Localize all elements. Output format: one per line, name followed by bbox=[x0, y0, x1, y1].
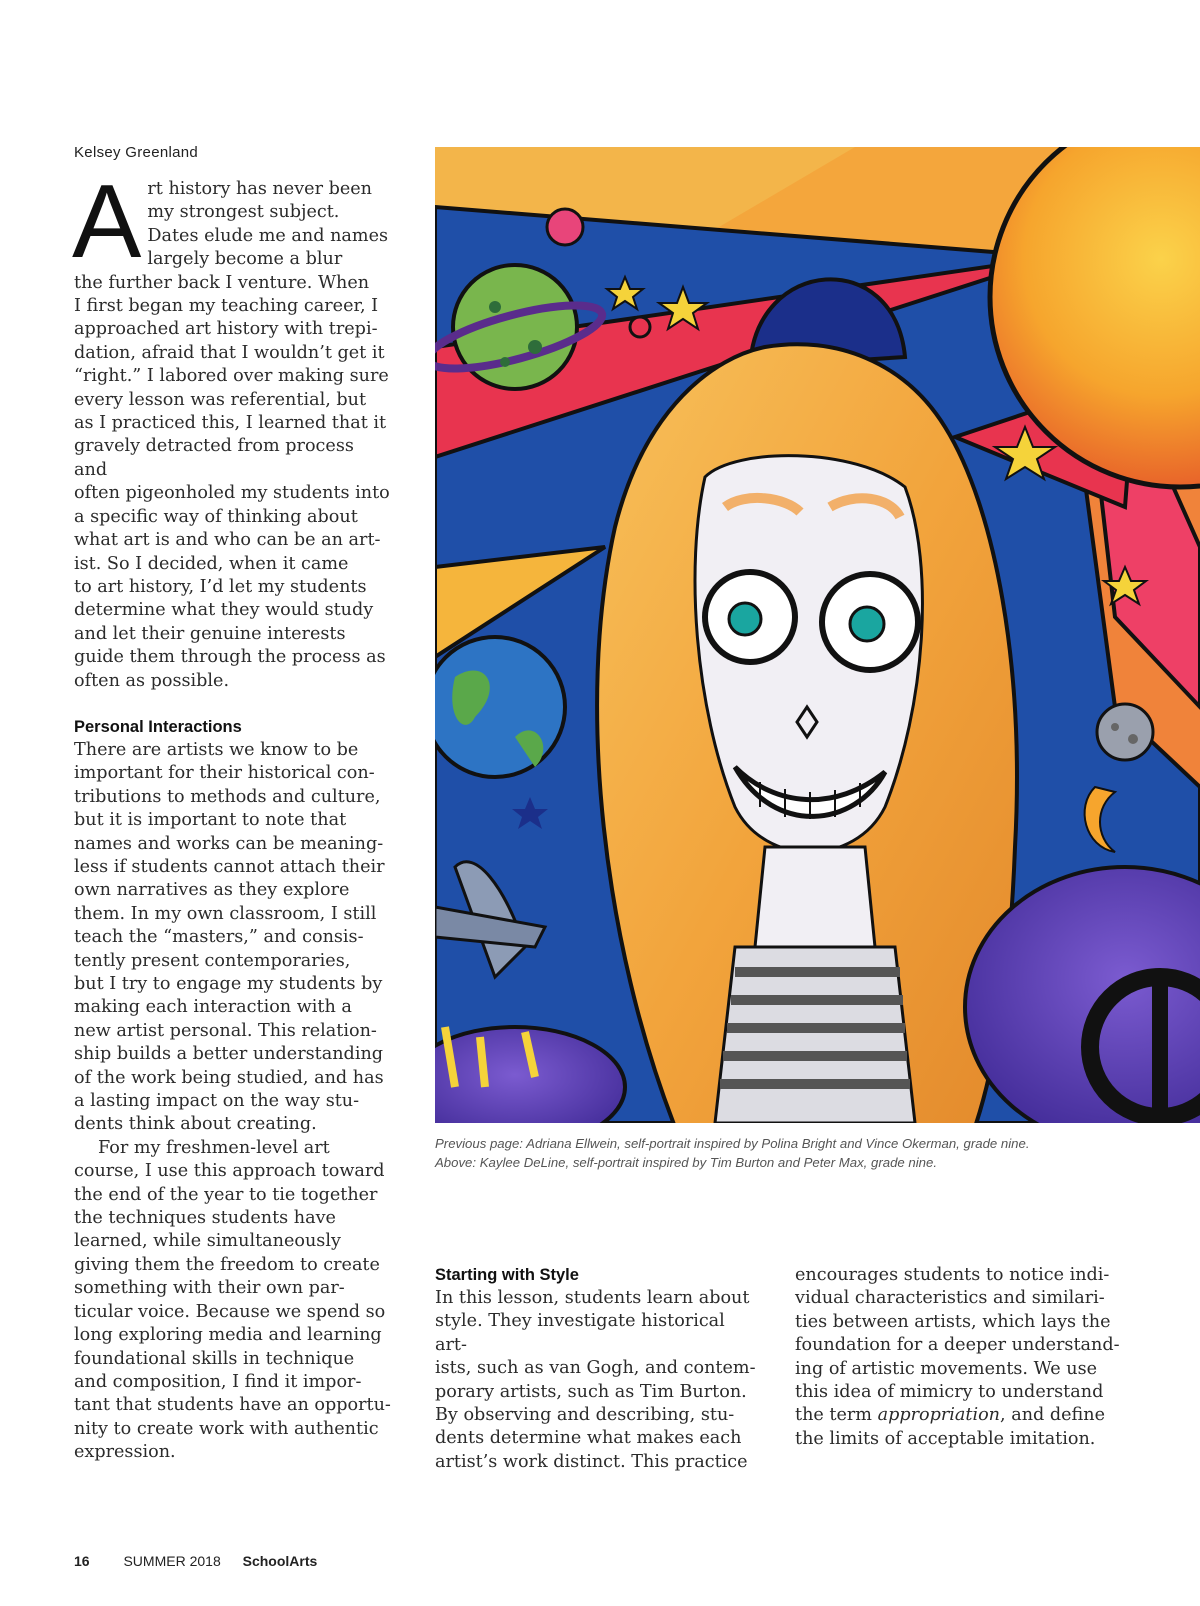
text-line: of the work being studied, and has bbox=[74, 1067, 384, 1088]
text-line: largely become a blur bbox=[147, 249, 343, 270]
text-line: new artist personal. This relation- bbox=[74, 1020, 377, 1041]
text-line: a lasting impact on the way stu- bbox=[74, 1091, 360, 1112]
text-line: often pigeonholed my students into bbox=[74, 483, 390, 504]
text-line: By observing and describing, stu- bbox=[435, 1405, 735, 1426]
text-line: encourages students to notice indi- bbox=[795, 1265, 1110, 1285]
text-line: gravely detracted from process and bbox=[74, 436, 354, 480]
caption-line: Previous page: Adriana Ellwein, self-portrait inspired by Polina Bright and Vince Okerman, grade nine. bbox=[435, 1136, 1030, 1151]
text-line: For my freshmen-level art bbox=[98, 1137, 330, 1158]
text-line: teach the “masters,” and consis- bbox=[74, 927, 364, 948]
text-line: a specific way of thinking about bbox=[74, 506, 358, 527]
text-line: vidual characteristics and similari- bbox=[795, 1288, 1105, 1309]
text-line: and let their genuine interests bbox=[74, 623, 346, 644]
text-line: this idea of mimicry to understand bbox=[795, 1382, 1104, 1403]
text-line: ties between artists, which lays the bbox=[795, 1311, 1111, 1332]
text-line: long exploring media and learning bbox=[74, 1325, 382, 1346]
section-heading-personal: Personal Interactions bbox=[74, 717, 242, 736]
text-fragment: , and define bbox=[1000, 1405, 1106, 1426]
text-line: to art history, I’d let my students bbox=[74, 576, 367, 597]
text-line: nity to create work with authentic bbox=[74, 1418, 379, 1439]
text-line: ing of artistic movements. We use bbox=[795, 1358, 1098, 1379]
text-line: ship builds a better understanding bbox=[74, 1044, 384, 1065]
text-fragment: the term bbox=[795, 1405, 878, 1426]
text-line: dents think about creating. bbox=[74, 1114, 317, 1135]
text-line: tributions to methods and culture, bbox=[74, 786, 381, 807]
text-line: the limits of acceptable imitation. bbox=[795, 1428, 1096, 1449]
text-line: my strongest subject. bbox=[147, 202, 340, 223]
text-line: names and works can be meaning- bbox=[74, 833, 384, 854]
text-line: ist. So I decided, when it came bbox=[74, 553, 349, 574]
text-line: something with their own par- bbox=[74, 1278, 345, 1299]
image-caption bbox=[435, 1134, 1155, 1172]
style-paragraph bbox=[435, 1287, 757, 1474]
text-line: dents determine what makes each bbox=[435, 1428, 742, 1449]
page-footer bbox=[74, 1553, 317, 1569]
text-line: giving them the freedom to create bbox=[74, 1254, 380, 1275]
text-line: I first began my teaching career, I bbox=[74, 296, 379, 317]
text-line: foundational skills in technique bbox=[74, 1348, 355, 1369]
text-line: determine what they would study bbox=[74, 600, 374, 621]
text-line: what art is and who can be an art- bbox=[74, 530, 381, 551]
text-line: but it is important to note that bbox=[74, 810, 347, 831]
issue-label: SUMMER 2018 bbox=[123, 1553, 221, 1569]
article-column-middle bbox=[435, 1264, 757, 1474]
text-line: often as possible. bbox=[74, 670, 230, 691]
student-artwork-image bbox=[435, 147, 1200, 1123]
text-line: expression. bbox=[74, 1442, 176, 1463]
text-line: porary artists, such as Tim Burton. bbox=[435, 1381, 747, 1402]
freshmen-paragraph bbox=[74, 1137, 392, 1465]
text-line: every lesson was referential, but bbox=[74, 389, 367, 410]
text-line: approached art history with trepi- bbox=[74, 319, 378, 340]
text-line: learned, while simultaneously bbox=[74, 1231, 341, 1252]
article-column-right bbox=[795, 1264, 1125, 1451]
text-line: the further back I venture. When bbox=[74, 272, 370, 293]
text-line: own narratives as they explore bbox=[74, 880, 350, 901]
caption-line: Above: Kaylee DeLine, self-portrait inspired by Tim Burton and Peter Max, grade nine. bbox=[435, 1155, 938, 1170]
text-line: dation, afraid that I wouldn’t get it bbox=[74, 342, 385, 363]
author-byline: Kelsey Greenland bbox=[74, 144, 199, 161]
text-line: as I practiced this, I learned that it bbox=[74, 413, 387, 434]
text-line: them. In my own classroom, I still bbox=[74, 903, 377, 924]
style-paragraph-continued bbox=[795, 1264, 1125, 1451]
text-line: course, I use this approach toward bbox=[74, 1161, 385, 1182]
text-line: ticular voice. Because we spend so bbox=[74, 1301, 386, 1322]
text-line: rt history has never been bbox=[147, 179, 372, 199]
text-line: tently present contemporaries, bbox=[74, 950, 351, 971]
personal-paragraph bbox=[74, 739, 392, 1137]
text-line: the techniques students have bbox=[74, 1208, 336, 1229]
page-number: 16 bbox=[74, 1553, 90, 1569]
text-line: In this lesson, students learn about bbox=[435, 1288, 750, 1308]
text-line: and composition, I find it impor- bbox=[74, 1371, 362, 1392]
text-line bbox=[795, 1405, 1105, 1425]
section-heading-style: Starting with Style bbox=[435, 1266, 579, 1284]
article-column-left bbox=[72, 164, 392, 1465]
text-line: important for their historical con- bbox=[74, 763, 375, 784]
text-line: but I try to engage my students by bbox=[74, 974, 383, 994]
text-line: guide them through the process as bbox=[74, 647, 386, 668]
text-line: foundation for a deeper understand- bbox=[795, 1335, 1120, 1356]
text-line: tant that students have an opportu- bbox=[74, 1395, 391, 1416]
text-line: making each interaction with a bbox=[74, 997, 352, 1018]
magazine-name: SchoolArts bbox=[242, 1553, 318, 1569]
emphasis-term: appropriation bbox=[877, 1405, 1001, 1426]
text-line: artist’s work distinct. This practice bbox=[435, 1451, 748, 1472]
text-line: the end of the year to tie together bbox=[74, 1184, 378, 1205]
text-line: less if students cannot attach their bbox=[74, 856, 385, 877]
text-line: “right.” I labored over making sure bbox=[74, 366, 389, 387]
self-portrait-illustration bbox=[435, 147, 1200, 1123]
drop-cap: A bbox=[72, 164, 142, 280]
text-line: style. They investigate historical art- bbox=[435, 1311, 725, 1355]
text-line: There are artists we know to be bbox=[74, 739, 359, 760]
text-line: Dates elude me and names bbox=[147, 225, 389, 246]
text-line: ists, such as van Gogh, and contem- bbox=[435, 1358, 756, 1379]
